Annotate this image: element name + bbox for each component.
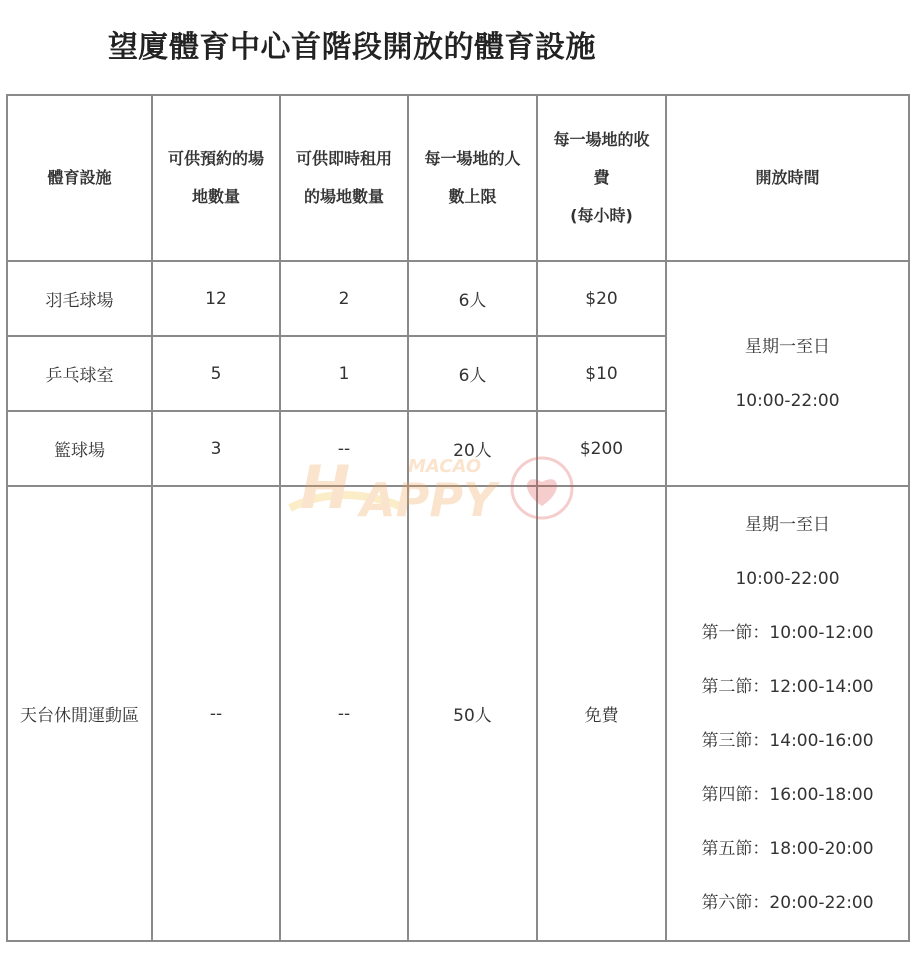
cell-walkin: 1 xyxy=(280,336,408,411)
watermark-text: APPY xyxy=(360,473,497,527)
cell-walkin: -- xyxy=(280,411,408,486)
cell-walkin: 2 xyxy=(280,261,408,336)
cell-bookable: 12 xyxy=(152,261,280,336)
facilities-table xyxy=(6,94,910,942)
watermark-h: H xyxy=(300,453,351,523)
cell-fee: 免費 xyxy=(537,486,666,941)
cell-shared-hours: 星期一至日 10:00-22:00 xyxy=(666,261,909,486)
cell-capacity: 20人 xyxy=(408,411,537,486)
cell-bookable: 3 xyxy=(152,411,280,486)
header-hours: 開放時間 xyxy=(666,95,909,261)
header-bookable-count: 可供預約的場 地數量 xyxy=(152,95,280,261)
cell-facility: 羽毛球場 xyxy=(7,261,152,336)
header-fee: 每一場地的收 費 (每小時) xyxy=(537,95,666,261)
cell-fee: $20 xyxy=(537,261,666,336)
header-capacity: 每一場地的人 數上限 xyxy=(408,95,537,261)
cell-facility: 乒乓球室 xyxy=(7,336,152,411)
cell-fee: $10 xyxy=(537,336,666,411)
watermark-macao: MACAO xyxy=(408,456,482,477)
table-header-row xyxy=(7,95,909,261)
header-walkin-count: 可供即時租用 的場地數量 xyxy=(280,95,408,261)
cell-fee: $200 xyxy=(537,411,666,486)
cell-rooftop-hours: 星期一至日 10:00-22:00 第一節：10:00-12:00 第二節：12:00-14:00 第三節：14:00-16:00 第四節：16:00-18:00 第五節：18:00-20:00 第六節：20:00-22:00 xyxy=(666,486,909,941)
cell-facility: 籃球場 xyxy=(7,411,152,486)
header-facility: 體育設施 xyxy=(7,95,152,261)
cell-walkin: -- xyxy=(280,486,408,941)
cell-bookable: 5 xyxy=(152,336,280,411)
cell-bookable: -- xyxy=(152,486,280,941)
cell-capacity: 6人 xyxy=(408,336,537,411)
cell-capacity: 6人 xyxy=(408,261,537,336)
cell-capacity: 50人 xyxy=(408,486,537,941)
table-row xyxy=(7,486,909,941)
table-row xyxy=(7,261,909,336)
cell-facility: 天台休閒運動區 xyxy=(7,486,152,941)
page-title: 望廈體育中心首階段開放的體育設施 xyxy=(108,30,596,65)
